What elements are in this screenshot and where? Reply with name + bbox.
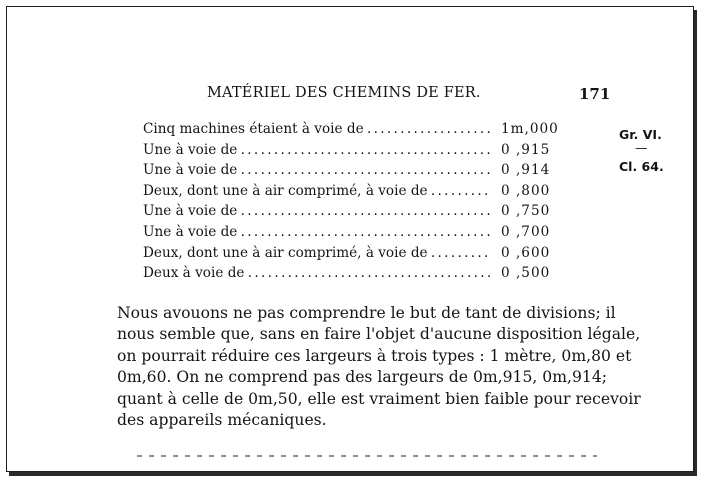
gauge-row [143,265,563,286]
gauge-label: Deux, dont une à air comprimé, à voie de . . . [143,183,491,199]
gauge-label: Une à voie de . . . [143,203,491,219]
margin-dash: — [635,140,648,155]
page-scan [6,6,694,472]
paragraph-line: 0m,60. On ne comprend pas des largeurs de 0m,915, 0m,914; [117,368,607,387]
gauge-value: 0 ,600 [501,244,551,261]
gauge-label: Deux à voie de . . . [143,265,491,281]
paragraph-line: des appareils mécaniques. [117,411,327,430]
gauge-row [143,203,563,224]
gauge-value: 0 ,750 [501,203,551,220]
gauge-row [143,183,563,204]
margin-class-note: Cl. 64. [619,159,664,174]
running-header: MATÉRIEL DES CHEMINS DE FER. [207,85,481,101]
gauge-label: Une à voie de . . . [143,142,491,158]
gauge-row [143,245,563,266]
gauge-row [143,162,563,183]
gauge-value: 0 ,500 [501,265,551,282]
margin-group-note: Gr. VI. [619,127,662,142]
cropped-next-line [137,455,597,457]
gauge-value: 0 ,700 [501,223,551,240]
gauge-label: Une à voie de . . . [143,162,491,178]
gauge-row [143,142,563,163]
gauge-label: Une à voie de . . . [143,224,491,240]
paragraph-line: nous semble que, sans en faire l'objet d'aucune disposition légale, [117,325,641,344]
gauge-row [143,224,563,245]
page-number: 171 [579,85,611,103]
gauge-label: Cinq machines étaient à voie de . . . [143,121,491,137]
gauge-value: 0 ,800 [501,182,551,199]
gauge-row [143,121,563,142]
paragraph-line: Nous avouons ne pas comprendre le but de tant de divisions; il [117,304,616,322]
body-paragraph [117,303,641,431]
paragraph-line: on pourrait réduire ces largeurs à trois types : 1 mètre, 0m,80 et [117,346,632,365]
gauge-label: Deux, dont une à air comprimé, à voie de . . . [143,245,491,261]
paragraph-line: quant à celle de 0m,50, elle est vraiment bien faible pour recevoir [117,389,641,408]
gauge-list [143,121,563,286]
gauge-value: 0 ,915 [501,141,551,158]
gauge-value: 0 ,914 [501,162,551,179]
gauge-value: 1m,000 [501,121,559,137]
